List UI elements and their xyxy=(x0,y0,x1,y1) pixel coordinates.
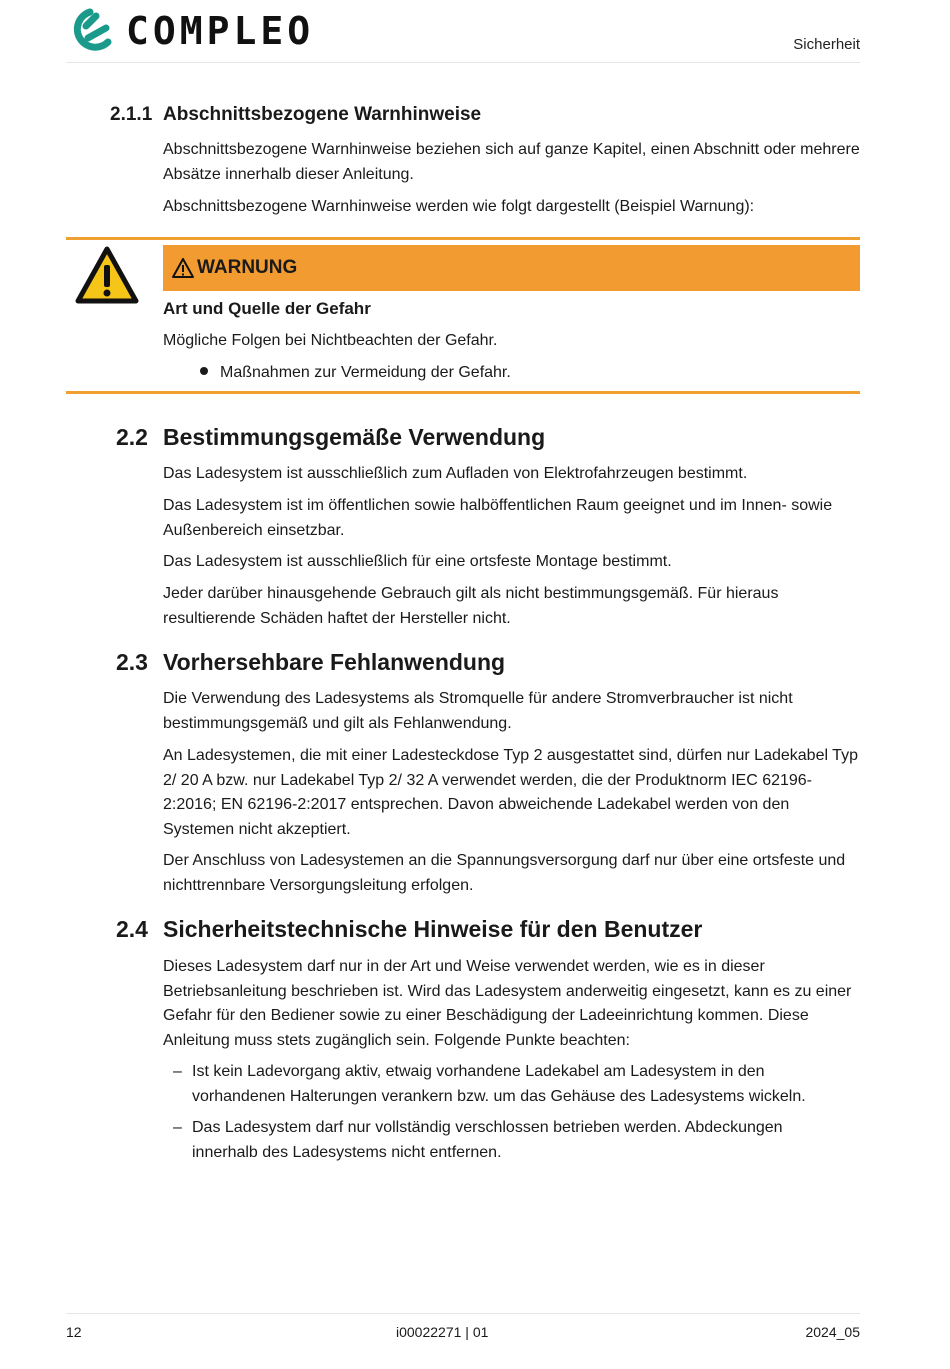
dash-bullet: – xyxy=(173,1119,182,1136)
section-2-4-paragraph-1: Dieses Ladesystem darf nur in der Art und Weise verwendet werden, wie es in dieser Betriebsanleitung beschrieben ist. Wird das Ladesystem anderweitig eingesetzt, kann es zu einer Gefahr für den Bediener sowie zu einer Beschädigung der Ladeeinrichtung kommen. Diese Anleitung muss stets zugänglich sein. Folgende Punkte beachten: xyxy=(163,958,852,1049)
warning-signal-word: WARNUNG xyxy=(197,257,298,278)
section-2-3-paragraph-3: Der Anschluss von Ladesystemen an die Spannungsversorgung darf nur über eine ortsfeste und nichttrennbare Versorgungsleitung erfolgen. xyxy=(163,852,846,894)
dash-bullet: – xyxy=(173,1063,182,1080)
document-id: i00022271 | 01 xyxy=(396,1324,489,1340)
page-number: 12 xyxy=(66,1324,82,1340)
warning-small-icon xyxy=(171,257,195,279)
warning-box xyxy=(66,237,860,394)
section-2-2-title: Bestimmungsgemäße Verwendung xyxy=(163,424,546,450)
section-2-1-1-paragraph-1: Abschnittsbezogene Warnhinweise beziehen sich auf ganze Kapitel, einen Abschnitt oder mehrere Absätze innerhalb dieser Anleitung. xyxy=(163,141,860,183)
warning-signal-bar xyxy=(163,245,860,291)
section-2-3-paragraph-2: An Ladesystemen, die mit einer Ladesteckdose Typ 2 ausgestattet sind, dürfen nur Ladekabel Typ 2/ 20 A bzw. nur Ladekabel Typ 2/ 32 A verwendet werden, die der Produktnorm IEC 62196-2:2016; EN 62196-2:2017 entsprechen. Davon abweichende Ladekabel werden von den Systemen nicht akzeptiert. xyxy=(163,747,858,838)
section-2-1-1-paragraph-2: Abschnittsbezogene Warnhinweise werden wie folgt dargestellt (Beispiel Warnung): xyxy=(163,198,755,215)
section-2-4-title: Sicherheitstechnische Hinweise für den Benutzer xyxy=(163,916,703,942)
section-2-2-number: 2.2 xyxy=(116,424,148,450)
section-2-2-paragraph-2: Das Ladesystem ist im öffentlichen sowie halböffentlichen Raum geeignet und im Innen- sowie Außenbereich einsetzbar. xyxy=(163,497,833,539)
document-date: 2024_05 xyxy=(805,1324,860,1340)
section-2-3-paragraph-1: Die Verwendung des Ladesystems als Stromquelle für andere Stromverbraucher ist nicht bestimmungsgemäß und gilt als Fehlanwendung. xyxy=(163,690,793,732)
warning-hazard-title: Art und Quelle der Gefahr xyxy=(163,299,371,318)
section-2-3-title: Vorhersehbare Fehlanwendung xyxy=(163,649,506,675)
section-2-1-1-number: 2.1.1 xyxy=(110,104,153,125)
warning-consequence-text: Mögliche Folgen bei Nichtbeachten der Gefahr. xyxy=(163,332,498,349)
warning-measure-text: Maßnahmen zur Vermeidung der Gefahr. xyxy=(220,364,511,381)
warning-top-rule xyxy=(66,237,860,240)
compleo-logo-icon xyxy=(66,4,122,54)
page-header xyxy=(66,0,860,63)
warning-measure-item xyxy=(200,364,511,382)
list-item-text: Ist kein Ladevorgang aktiv, etwaig vorhandene Ladekabel am Ladesystem in den vorhandenen Halterungen verankern bzw. um das Gehäuse des Ladesystems wickeln. xyxy=(192,1063,806,1105)
header-section-title: Sicherheit xyxy=(793,36,860,53)
list-item-text: Das Ladesystem darf nur vollständig verschlossen betrieben werden. Abdeckungen innerhalb des Ladesystems nicht entfernen. xyxy=(192,1119,783,1161)
brand-name: COMPLEO xyxy=(126,9,315,53)
bullet-dot-icon xyxy=(200,367,208,375)
section-2-2-paragraph-3: Das Ladesystem ist ausschließlich für eine ortsfeste Montage bestimmt. xyxy=(163,553,672,570)
warning-triangle-icon xyxy=(74,245,140,305)
compleo-logo xyxy=(66,4,315,54)
section-2-2-paragraph-4: Jeder darüber hinausgehende Gebrauch gilt als nicht bestimmungsgemäß. Für hieraus resultierende Schäden haftet der Hersteller nicht. xyxy=(163,585,779,627)
page-footer xyxy=(66,1313,860,1354)
warning-bottom-rule xyxy=(66,391,860,394)
section-2-2-paragraph-1: Das Ladesystem ist ausschließlich zum Aufladen von Elektrofahrzeugen bestimmt. xyxy=(163,465,748,482)
section-2-4-number: 2.4 xyxy=(116,916,148,942)
section-2-1-1-title: Abschnittsbezogene Warnhinweise xyxy=(163,104,482,125)
section-2-3-number: 2.3 xyxy=(116,649,148,675)
